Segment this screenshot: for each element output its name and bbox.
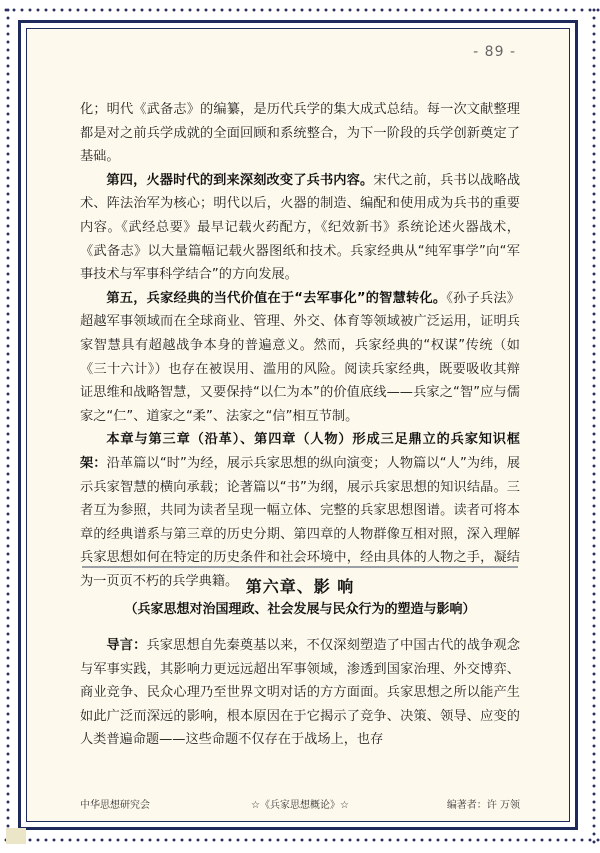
- chapter-intro: [80, 634, 520, 752]
- paragraph-heading: 第五，兵家经典的当代价值在于“去军事化”的智慧转化。: [106, 290, 447, 306]
- paragraph: [80, 287, 520, 429]
- body-text: [80, 98, 520, 593]
- chapter-title: 第六章、影 响: [245, 577, 355, 596]
- paragraph: [80, 634, 520, 752]
- dotted-border-left: [2, 4, 14, 846]
- paragraph: [80, 169, 520, 287]
- paragraph-heading: 第四，火器时代的到来深刻改变了兵书内容。: [106, 172, 374, 188]
- paragraph-text: 沿革篇以“时”为经，展示兵家思想的纵向演变；人物篇以“人”为纬，展示兵家智慧的横向承载；论著篇以“书”为纲，展示兵家思想的知识结晶。三者互为参照，共同为读者呈现一幅立体、完整的兵家思想图谱。读者可将本章的经典谱系与第三章的历史分期、第四章的人物群像互相对照，深入理解兵家思想如何在特定的历史条件和社会环境中，经由具体的人物之手，凝结为一页页不朽的兵学典籍。: [80, 455, 521, 589]
- footer-book-title: ☆《兵家思想概论》☆: [251, 800, 349, 811]
- dotted-border-top: [0, 4, 600, 16]
- paragraph-heading: 本章与第三章（沿革）、第四章（人物）形成三足鼎立的兵家知识框架：: [80, 432, 520, 471]
- paragraph-text: 《孙子兵法》超越军事领域而在全球商业、管理、外交、体育等领域被广泛运用，证明兵家智慧具有超越战争本身的普遍意义。然而，兵家经典的“权谋”传统（如《三十六计》）也存在被误用、滥用的风险。阅读兵家经典，既要吸收其辩证思维和战略智慧，又要保持“以仁为本”的价值底线——兵家之“智”应与儒家之“仁”、道家之“柔”、法家之“信”相互节制。: [80, 290, 520, 424]
- footer-organization: 中华思想研究会: [80, 800, 150, 811]
- paragraph-text: 宋代之前，兵书以战略战术、阵法治军为核心；明代以后，火器的制造、编配和使用成为兵书的重要内容。《武经总要》最早记载火药配方，《纪效新书》系统论述火器战术，《武备志》以大量篇幅记载火器图纸和技术。兵家经典从“纯军事学”向“军事技术与军事科学结合”的方向发展。: [80, 172, 521, 283]
- dotted-border-bottom: [0, 834, 600, 846]
- intro-text: 兵家思想自先秦奠基以来，不仅深刻塑造了中国古代的战争观念与军事实践，其影响力更远远超出军事领域，渗透到国家治理、外交博弈、商业竞争、民众心理乃至世界文明对话的方方面面。兵家思想之所以能产生如此广泛而深远的影响，根本原因在于它揭示了竞争、决策、领导、应变的人类普遍命题——这些命题不仅存在于战场上，也存: [80, 638, 521, 748]
- footer-author: 编著者：许 万领: [446, 800, 520, 811]
- intro-label: 导言：: [106, 638, 147, 653]
- paragraph: 化；明代《武备志》的编纂，是历代兵学的集大成式总结。每一次文献整理都是对之前兵学成就的全面回顾和系统整合，为下一阶段的兵学创新奠定了基础。: [80, 102, 520, 165]
- page-number: - 89 -: [473, 44, 516, 60]
- paragraph: [80, 428, 520, 593]
- corner-marker: [6, 828, 26, 844]
- chapter-subtitle: （兵家思想对治国理政、社会发展与民众行为的塑造与影响）: [124, 602, 476, 617]
- section-divider: [82, 566, 518, 568]
- dotted-border-right: [588, 4, 600, 846]
